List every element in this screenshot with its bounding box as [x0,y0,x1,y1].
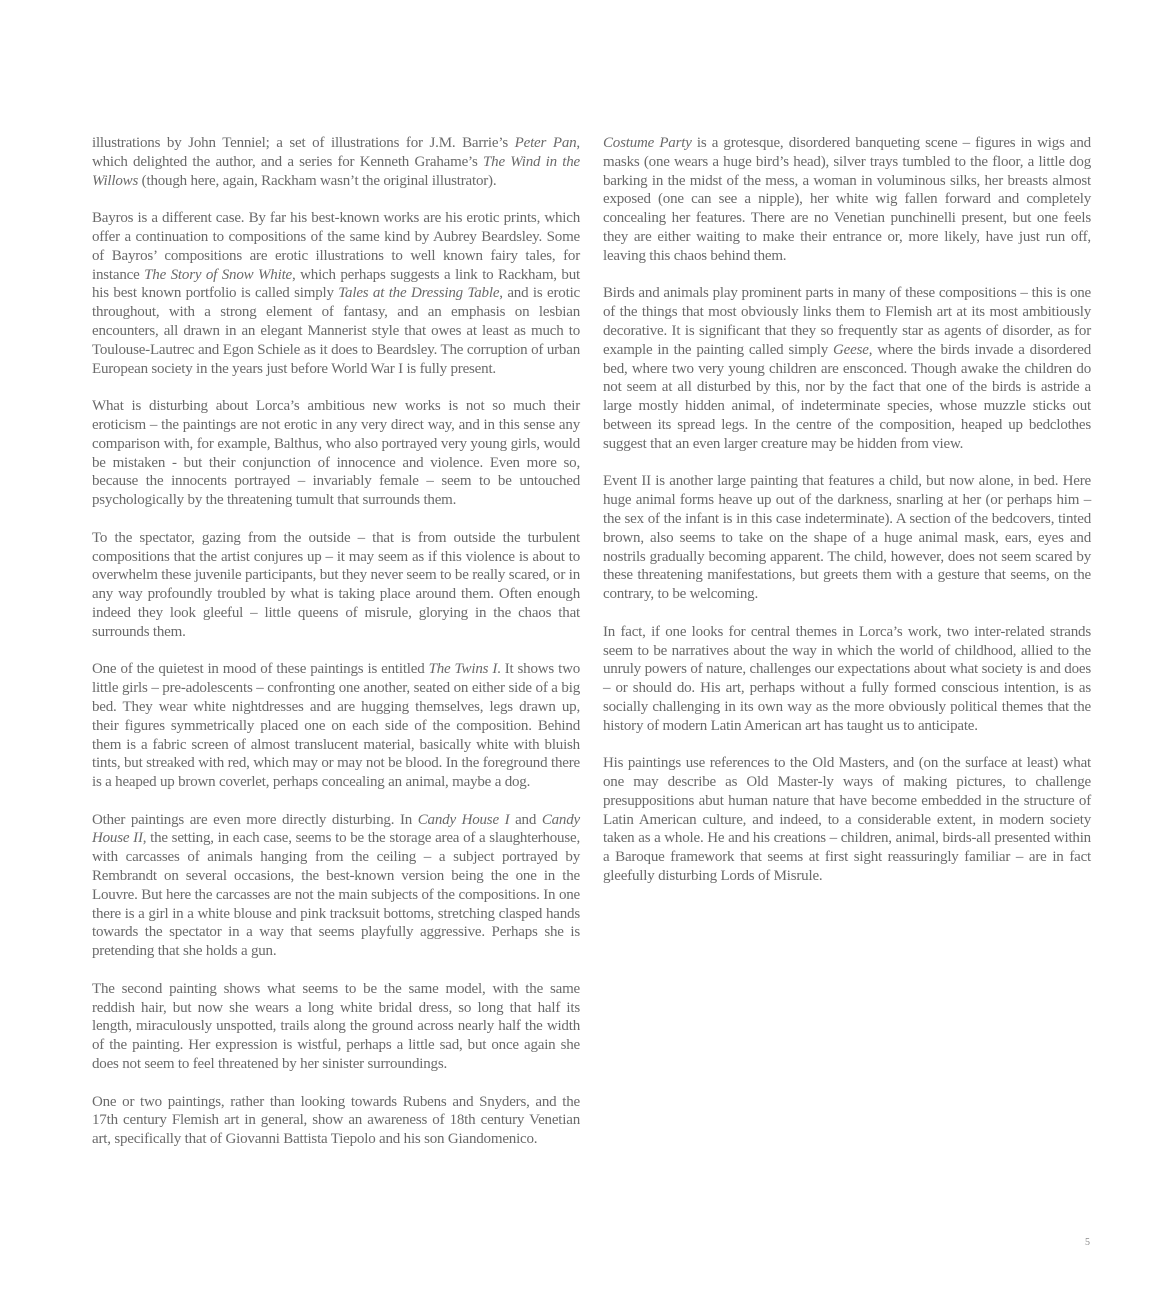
text-column-right [603,134,1091,1168]
body-text: One of the quietest in mood of these paintings is entitled [92,661,429,678]
paragraph-left-3 [92,397,580,510]
paragraph-left-5 [92,660,580,792]
paragraph-left-7 [92,980,580,1074]
body-text: is a grotesque, disordered banqueting scene – figures in wigs and masks (one wears a huge bird’s head), silver trays tumbled to the floor, a little dog barking in the midst of the mess, a woman in voluminous silks, her breasts almost exposed (one can see a nipple), her white wig fallen forward and completely concealing her features. There are no Venetian punchinelli present, but one feels they are either waiting to make their entrance or, more likely, have just run off, leaving this chaos behind them. [603,135,1091,264]
paragraph-left-2 [92,209,580,378]
body-text: To the spectator, gazing from the outside – that is from outside the turbulent compositions that the artist conjures up – it may seem as if this violence is about to overwhelm these juvenile participants, but they never seem to be really scared, or in any way profoundly troubled by what is taking place around them. Often enough indeed they look gleeful – little queens of misrule, glorying in the chaos that surrounds them. [92,529,580,640]
body-text: Event II is another large painting that features a child, but now alone, in bed. Here huge animal forms heave up out of the darkness, snarling at her (or perhaps him – the sex of the infant is in this case indeterminate). A section of the bedcovers, tinted brown, also seems to take on the shape of a huge animal mask, ears, eyes and nostrils gradually becoming apparent. The child, however, does not seem scared by these threatening manifestations, but greets them with a gesture that seems, on the contrary, to be welcoming. [603,473,1091,603]
paragraph-left-6 [92,811,580,961]
italic-title-text: The Twins I [428,661,498,678]
body-text: Other paintings are even more directly disturbing. In [92,811,418,828]
page-number: 5 [1085,1237,1090,1248]
italic-title-text: Candy House II [92,811,580,847]
italic-title-text: Candy House I [417,811,510,828]
body-text: His paintings use references to the Old Masters, and (on the surface at least) what one may describe as Old Master-ly ways of making pictures, to challenge presuppositions abut human nature that have become embedded in the structure of Latin American culture, and indeed, to a considerable extent, in modern society taken as a whole. He and his creations – children, animal, birds-all presented within a Baroque framework that seems at first sight reassuringly familiar – are in fact gleefully disturbing Lords of Misrule. [603,755,1091,885]
body-text: Bayros is a different case. By far his best-known works are his erotic prints, which offer a continuation to compositions of the same kind by Aubrey Beardsley. Some of Bayros’ compositions are erotic illustrations to well known fairy tales, for instance [92,210,580,283]
paragraph-right-2 [603,284,1091,453]
paragraph-left-1 [92,134,580,190]
text-column-left [92,134,580,1168]
body-text: One or two paintings, rather than looking towards Rubens and Snyders, and the 17th century Flemish art in general, show an awareness of 18th century Venetian art, specifically that of Giovanni Battista Tiepolo and his son Giandomenico. [92,1093,580,1148]
paragraph-right-4 [603,623,1091,736]
article-body [92,134,1091,1168]
italic-title-text: The Story of Snow White [144,266,292,283]
body-text: What is disturbing about Lorca’s ambitious new works is not so much their eroticism – the paintings are not erotic in any very direct way, and in this sense any comparison with, for example, Balthus, who also portrayed very young girls, would be mistaken - but their conjunction of innocence and violence. Even more so, because the innocents portrayed – invariably female – seem to be untouched psychologically by the threatening tumult that surrounds them. [92,398,580,509]
body-text: , where the birds invade a disordered bed, where two very young children are ensconced. Though awake the children do not seem at all disturbed by this, nor by the fact that one of the birds is astride a large mostly hidden animal, of indeterminate species, whose muzzle sticks out between its spread legs. In the centre of the composition, heaped up bedclothes suggest that an even larger creature may be hidden from view. [603,341,1091,452]
paragraph-left-4 [92,529,580,642]
body-text: Birds and animals play prominent parts in many of these compositions – this is one of the things that most obviously links them to Flemish art at its most ambitiously decorative. It is significant that they so frequently star as agents of disorder, as for example in the painting called simply [603,285,1091,358]
body-text: illustrations by John Tenniel; a set of illustrations for J.M. Barrie’s [92,135,515,151]
italic-title-text: Costume Party [603,135,692,151]
body-text: The second painting shows what seems to be the same model, with the same reddish hair, but now she wears a long white bridal dress, so long that half its length, miraculously unspotted, trails along the ground across nearly half the width of the painting. Her expression is wistful, perhaps a little sad, but once again she does not seem to feel threatened by her sinister surroundings. [92,980,580,1073]
body-text: In fact, if one looks for central themes in Lorca’s work, two inter-related strands seem to be narratives about the way in which the world of childhood, allied to the unruly powers of nature, challenges our expectations about what society is and does – or should do. His art, perhaps without a fully formed conscious intention, is as socially challenging in its own way as the more obviously political themes that the history of modern Latin American art has taught us to anticipate. [603,623,1091,734]
paragraph-left-8 [92,1093,580,1149]
paragraph-right-5 [603,754,1091,886]
body-text: (though here, again, Rackham wasn’t the original illustrator). [138,172,497,189]
body-text: and [509,811,542,828]
italic-title-text: Peter Pan [514,135,577,151]
italic-title-text: Geese [833,341,869,358]
italic-title-text: Tales at the Dressing Table [338,285,500,302]
body-text: , which delighted the author, and a series for Kenneth Grahame’s [92,135,580,170]
paragraph-right-3 [603,472,1091,604]
body-text: , and is erotic throughout, with a strong element of fantasy, and an emphasis on lesbian encounters, all drawn in an elegant Mannerist style that owes at least as much to Toulouse-Lautrec and Egon Schiele as it does to Beardsley. The corruption of urban European society in the years just before World War I is fully present. [92,285,580,377]
paragraph-right-1 [603,134,1091,266]
body-text: , the setting, in each case, seems to be the storage area of a slaughterhouse, with carcasses of animals hanging from the ceiling – a subject portrayed by Rembrandt on several occasions, the best-known version being the one in the Louvre. But here the carcasses are not the main subjects of the compositions. In one there is a girl in a white blouse and pink tracksuit bottoms, stretching clasped hands towards the spectator in a way that seems playfully aggressive. Perhaps she is pretending that she holds a gun. [92,830,580,960]
body-text: , which perhaps suggests a link to Rackham, but his best known portfolio is called simply [92,266,580,302]
body-text: . It shows two little girls – pre-adolescents – confronting one another, seated on either side of a big bed. They wear white nightdresses and are hugging themselves, legs drawn up, their figures symmetrically placed one on each side of the composition. Behind them is a fabric screen of almost translucent material, basically white with bluish tints, but streaked with red, which may or may not be blood. In the foreground there is a heaped up brown coverlet, perhaps concealing an animal, maybe a dog. [92,661,580,791]
italic-title-text: The Wind in the Willows [92,153,581,189]
